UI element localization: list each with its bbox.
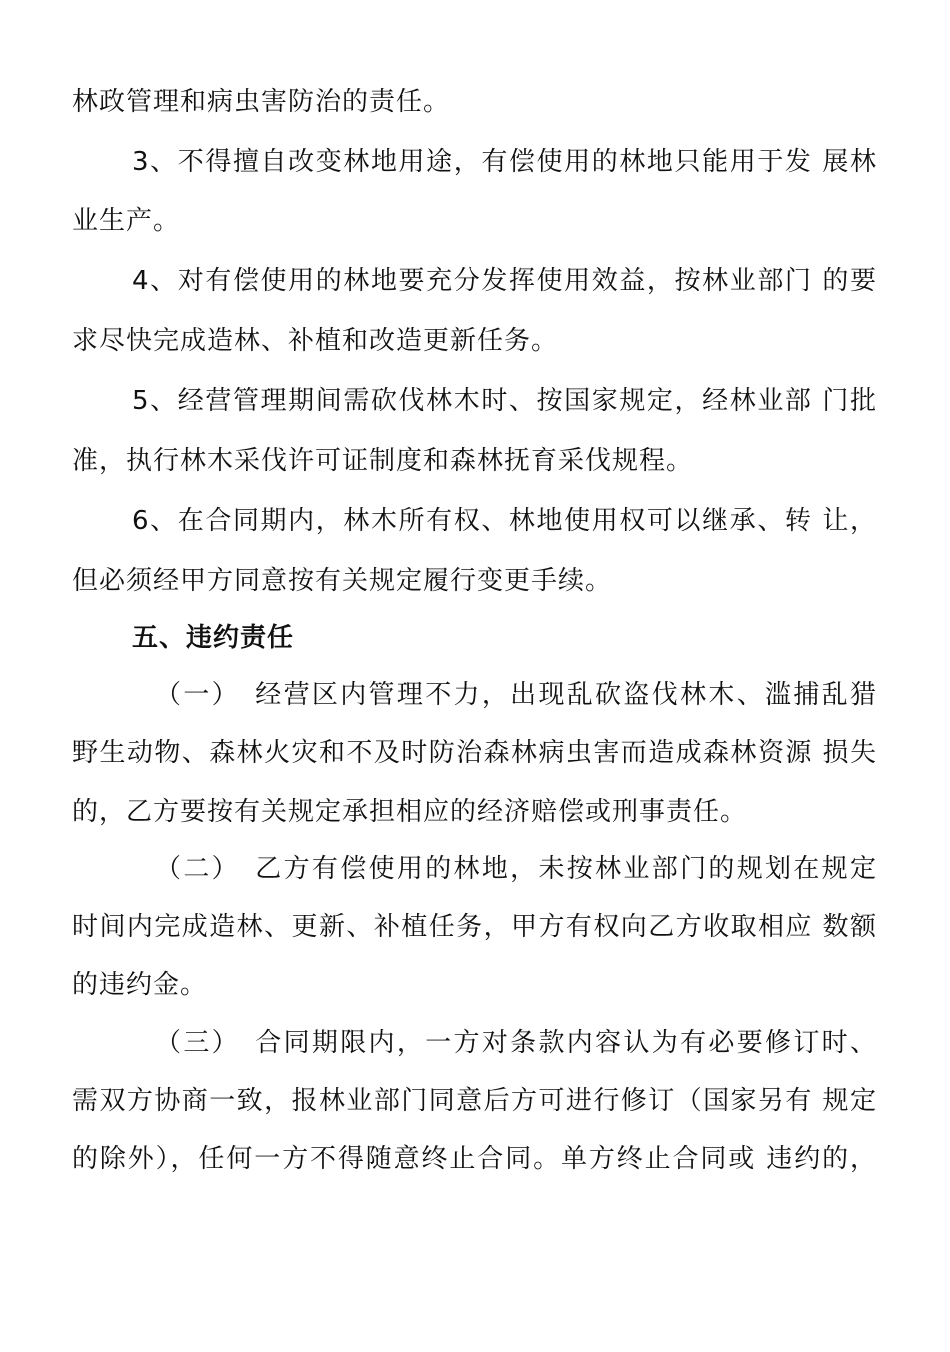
text-line: 的除外），任何一方不得随意终止合同。单方终止合同或 违约的， (72, 1144, 877, 1174)
text-line: 业生产。 (72, 206, 181, 236)
text-line: 3、不得擅自改变林地用途，有偿使用的林地只能用于发 展林 (132, 147, 877, 177)
text-line: 但必须经甲方同意按有关规定履行变更手续。 (72, 566, 613, 596)
text-line: （二） 乙方有偿使用的林地，未按林业部门的规划在规定 (155, 854, 877, 884)
text-line: 6、在合同期内，林木所有权、林地使用权可以继承、转 让， (132, 506, 877, 536)
text-line: 时间内完成造林、更新、补植任务，甲方有权向乙方收取相应 数额 (72, 912, 877, 942)
text-line: （三） 合同期限内，一方对条款内容认为有必要修订时、 (155, 1028, 877, 1058)
text-line: 4、对有偿使用的林地要充分发挥使用效益，按林业部门 的要 (132, 266, 877, 296)
text-line: 林政管理和病虫害防治的责任。 (72, 87, 451, 117)
text-line: 求尽快完成造林、补植和改造更新任务。 (72, 326, 559, 356)
text-line: 的，乙方要按有关规定承担相应的经济赔偿或刑事责任。 (72, 797, 748, 827)
text-line: 野生动物、森林火灾和不及时防治森林病虫害而造成森林资源 损失 (72, 738, 877, 768)
text-line: 的违约金。 (72, 970, 208, 1000)
text-line: 5、经营管理期间需砍伐林木时、按国家规定，经林业部 门批 (132, 386, 877, 416)
text-line: （一） 经营区内管理不力，出现乱砍盗伐林木、滥捕乱猎 (155, 680, 877, 710)
section-heading: 五、违约责任 (132, 623, 295, 653)
text-line: 准，执行林木采伐许可证制度和森林抚育采伐规程。 (72, 446, 694, 476)
text-line: 需双方协商一致，报林业部门同意后方可进行修订（国家另有 规定 (72, 1086, 877, 1116)
